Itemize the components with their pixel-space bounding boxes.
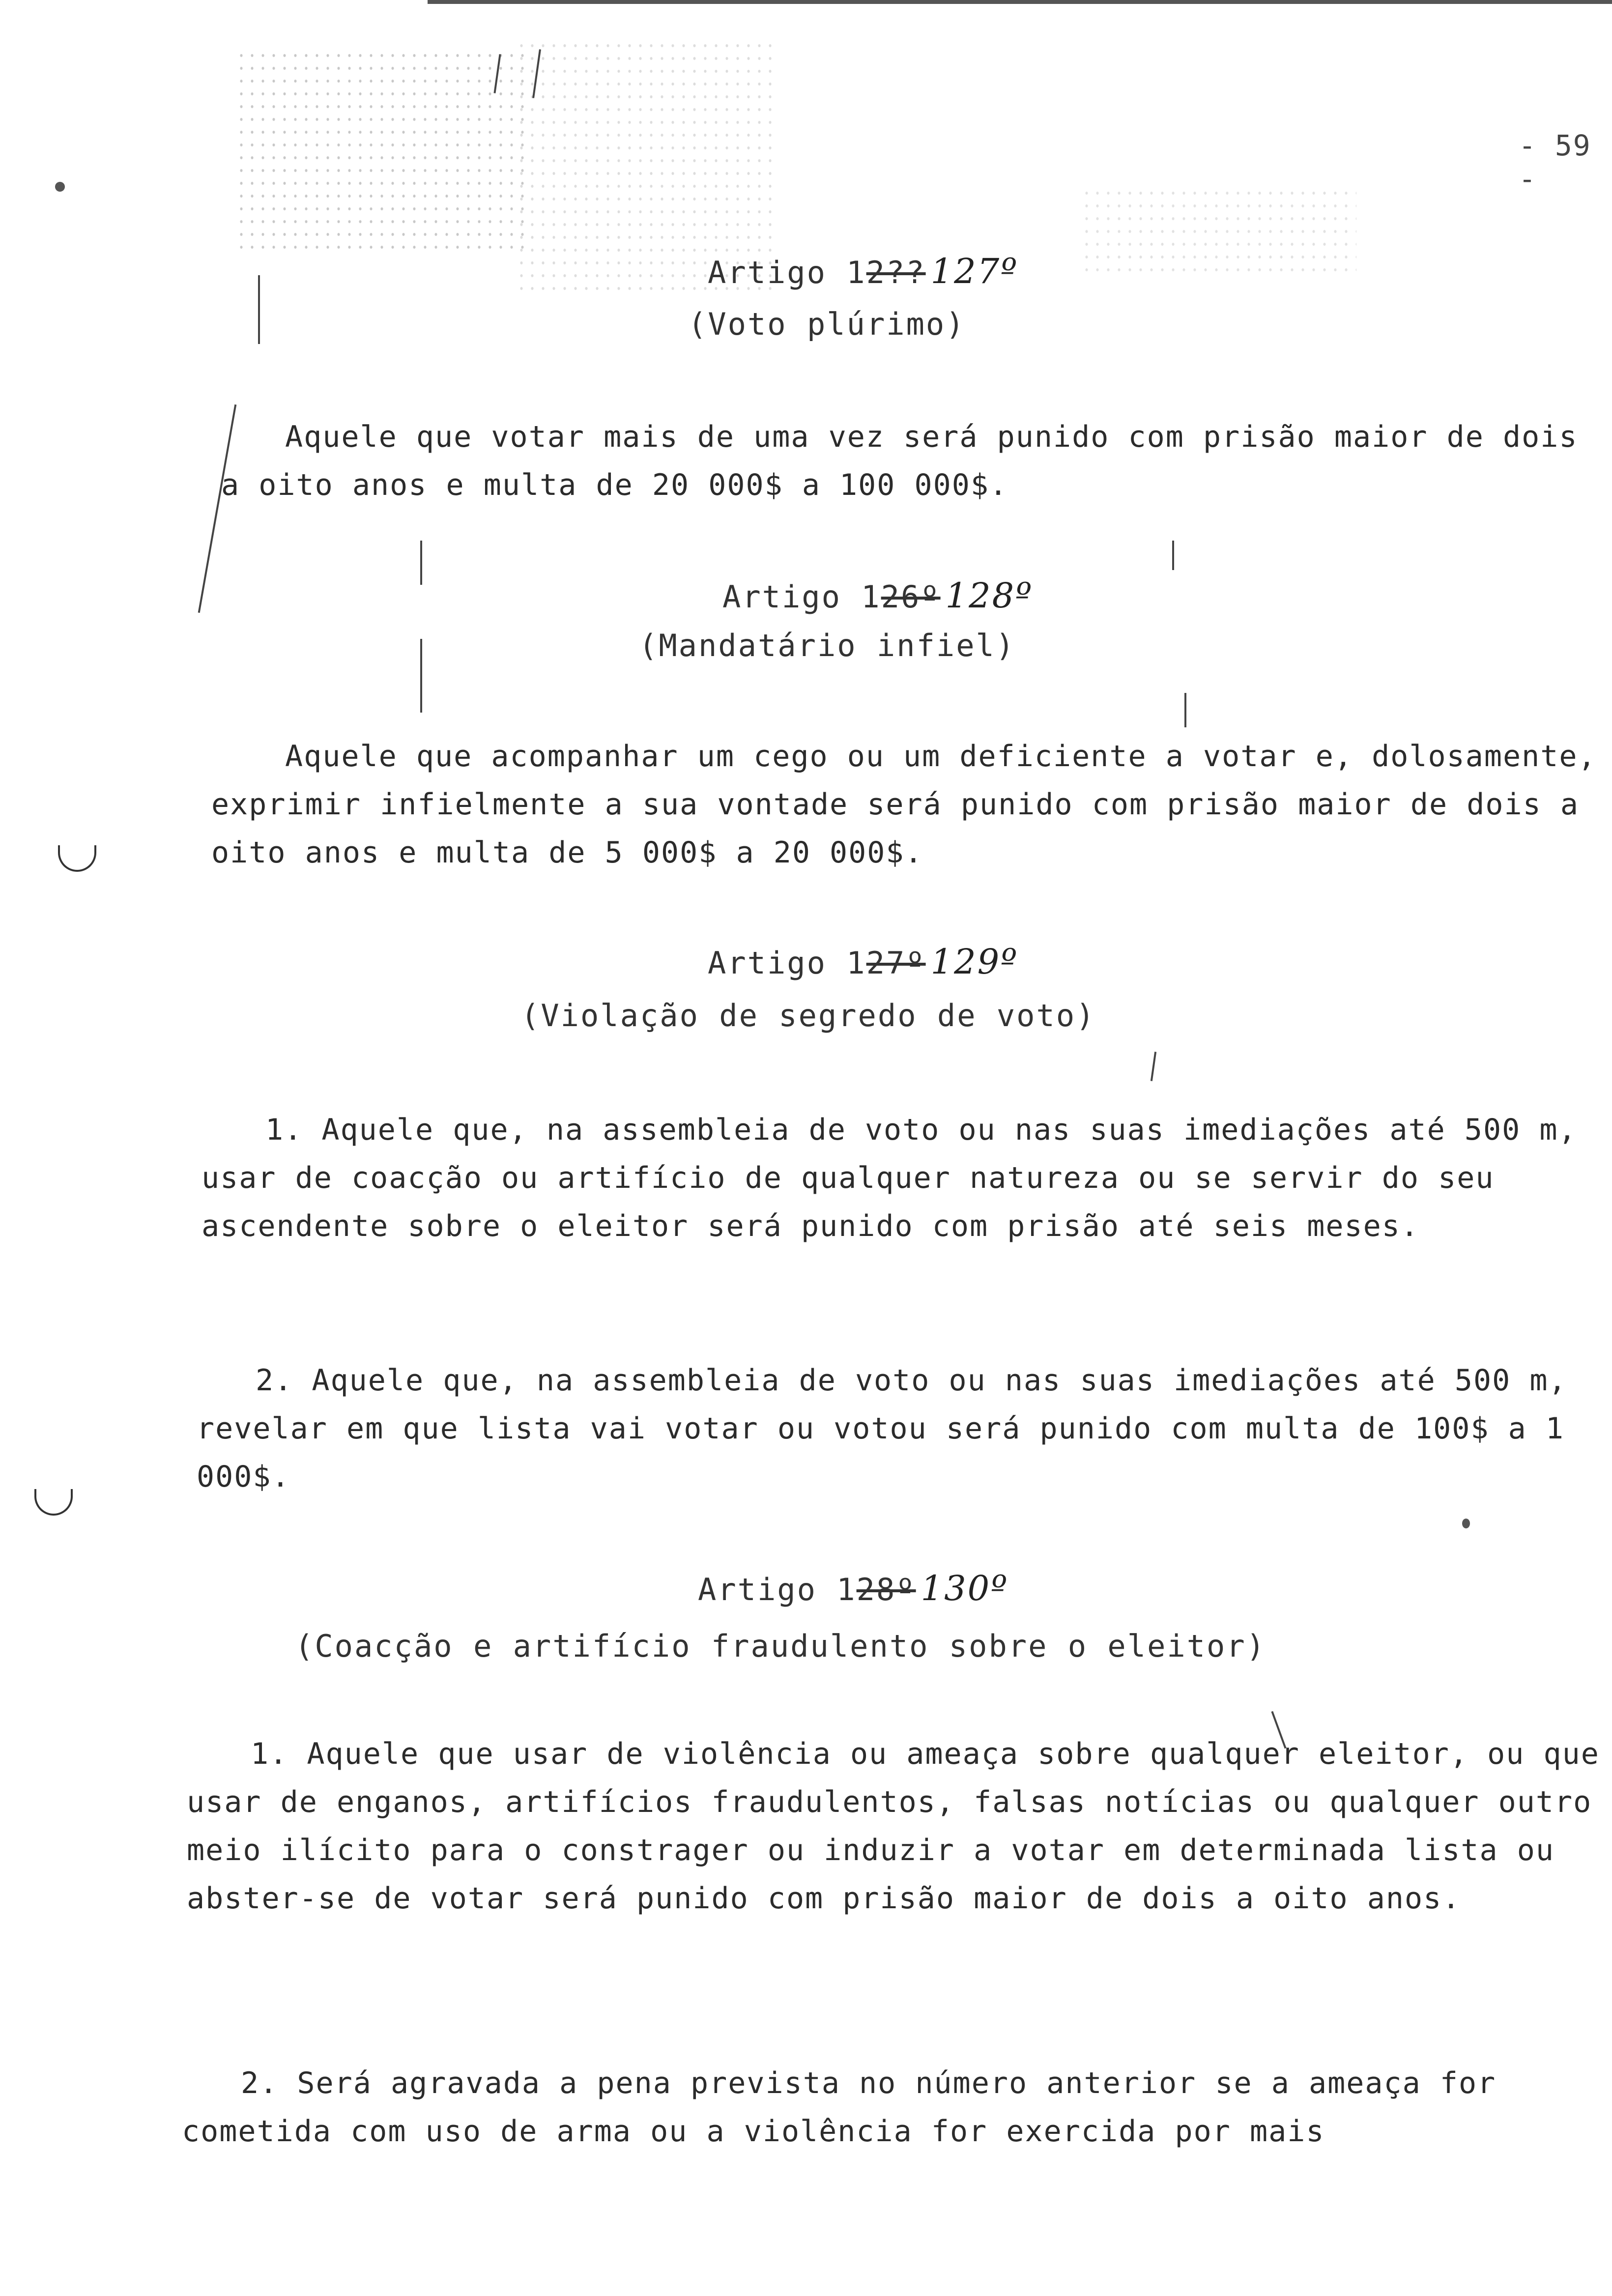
article-paragraph: 2. Aquele que, na assembleia de voto ou nas suas imediações até 500 m, revelar em que lista vai votar ou votou será punido com multa de 100$ a 1 000$.: [197, 1363, 1567, 1494]
article-label: Artigo 1: [708, 255, 866, 290]
article-paragraph: Aquele que votar mais de uma vez será punido com prisão maior de dois a oito anos e multa de 20 000$ a 100 000$.: [221, 420, 1578, 502]
margin-dot: [55, 182, 65, 192]
article-heading: [708, 941, 1018, 984]
article-title: (Violação de segredo de voto): [521, 998, 1096, 1033]
article-paragraph: Aquele que acompanhar um cego ou um deficiente a votar e, dolosamente, exprimir infielmente a sua vontade será punido com prisão maior de dois a oito anos e multa de 5 000$ a 20 000$.: [211, 739, 1597, 870]
scan-noise: [1081, 187, 1356, 275]
scan-top-edge: [428, 0, 1612, 4]
scan-noise: [236, 49, 531, 256]
article-title: (Coacção e artifício fraudulento sobre o eleitor): [295, 1628, 1267, 1664]
handwritten-number: 129º: [930, 942, 1019, 982]
pen-stroke: [1184, 693, 1186, 727]
struck-number: 2??: [866, 255, 926, 290]
article-paragraph: 1. Aquele que, na assembleia de voto ou nas suas imediações até 500 m, usar de coacção ou artifício de qualquer natureza ou se servir do seu ascendente sobre o eleitor será punido com prisão até seis meses.: [202, 1113, 1577, 1243]
article-heading: [722, 575, 1033, 618]
page-number: - 59 -: [1519, 129, 1591, 196]
margin-mark: [58, 845, 96, 872]
struck-number: 27º: [866, 945, 926, 981]
article-label: Artigo 1: [698, 1572, 857, 1607]
handwritten-number: 127º: [930, 251, 1019, 291]
handwritten-number: 128º: [945, 575, 1034, 616]
article-title: (Voto plúrimo): [688, 306, 966, 342]
article-paragraph: 1. Aquele que usar de violência ou ameaça sobre qualquer eleitor, ou que usar de enganos, artifícios fraudulentos, falsas notícias ou qualquer outro meio ilícito para o constrager ou induzir a votar em determinada lista ou abster-se de votar será punido com prisão maior de dois a oito anos.: [187, 1737, 1600, 1916]
struck-number: 28º: [856, 1572, 916, 1607]
article-heading: [698, 1568, 1008, 1610]
pen-stroke: [258, 275, 260, 344]
margin-mark: [34, 1489, 73, 1516]
pen-stroke: [1172, 541, 1174, 570]
article-heading: [708, 251, 1018, 293]
article-title: (Mandatário infiel): [639, 628, 1016, 663]
article-paragraph: 2. Será agravada a pena prevista no número anterior se a ameaça for cometida com uso de arma ou a violência for exercida por mais: [182, 2066, 1497, 2149]
article-label: Artigo 1: [708, 945, 866, 981]
margin-dot: [1462, 1519, 1470, 1528]
pen-stroke: [420, 639, 422, 713]
pen-stroke: [420, 541, 422, 585]
pen-stroke: [1151, 1052, 1156, 1081]
handwritten-number: 130º: [921, 1568, 1009, 1608]
struck-number: 26º: [881, 579, 941, 615]
article-label: Artigo 1: [722, 579, 881, 615]
